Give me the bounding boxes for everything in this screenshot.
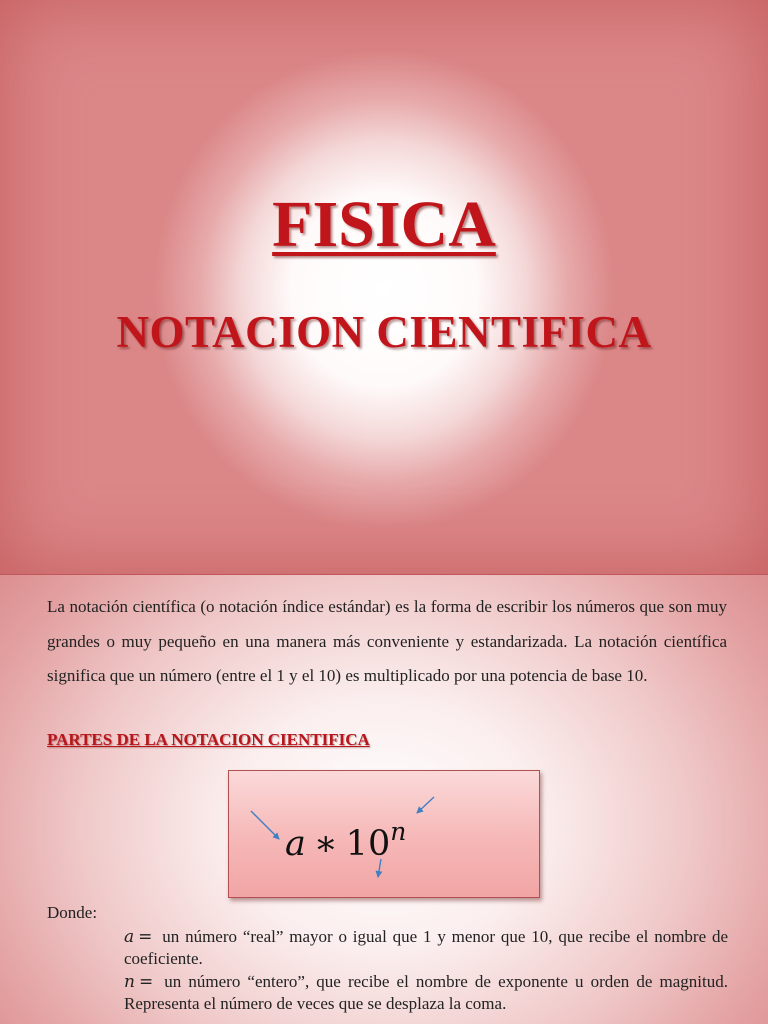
slide-title-text: FISICA bbox=[272, 188, 496, 261]
formula-base: 10 bbox=[345, 824, 391, 864]
exponent-arrow bbox=[417, 797, 434, 813]
definition-exponent bbox=[124, 971, 728, 1015]
definition-text-n: un número “entero”, que recibe el nombre de exponente u orden de magnitud. Representa el número de veces que se desplaza la coma. bbox=[124, 972, 728, 1013]
donde-label: Donde: bbox=[47, 903, 98, 922]
formula-box bbox=[228, 770, 540, 898]
definition-coefficient bbox=[124, 926, 728, 970]
section-heading: PARTES DE LA NOTACION CIENTIFICA bbox=[47, 730, 370, 749]
definition-symbol-n: n bbox=[124, 972, 135, 992]
definition-equals-a: = bbox=[138, 927, 153, 947]
definition-text-a: un número “real” mayor o igual que 1 y menor que 10, que recibe el nombre de coeficiente. bbox=[124, 927, 729, 968]
slide-title bbox=[0, 186, 768, 264]
coefficient-arrow bbox=[251, 811, 279, 839]
definition-equals-n: = bbox=[138, 972, 154, 992]
intro-paragraph: La notación científica (o notación índice estándar) es la forma de escribir los números que son muy grandes o muy pequeño en una manera más conveniente y estandarizada. La notación científica significa que un número (entre el 1 y el 10) es multiplicado por una potencia de base 10. bbox=[47, 597, 727, 685]
formula-exponent: n bbox=[390, 817, 407, 846]
scientific-notation-formula bbox=[285, 807, 406, 869]
formula-coefficient: a bbox=[285, 824, 306, 864]
formula-operator: ∗ bbox=[313, 824, 338, 864]
slide-subtitle: NOTACION CIENTIFICA bbox=[116, 307, 652, 357]
definition-symbol-a: a bbox=[124, 927, 135, 947]
